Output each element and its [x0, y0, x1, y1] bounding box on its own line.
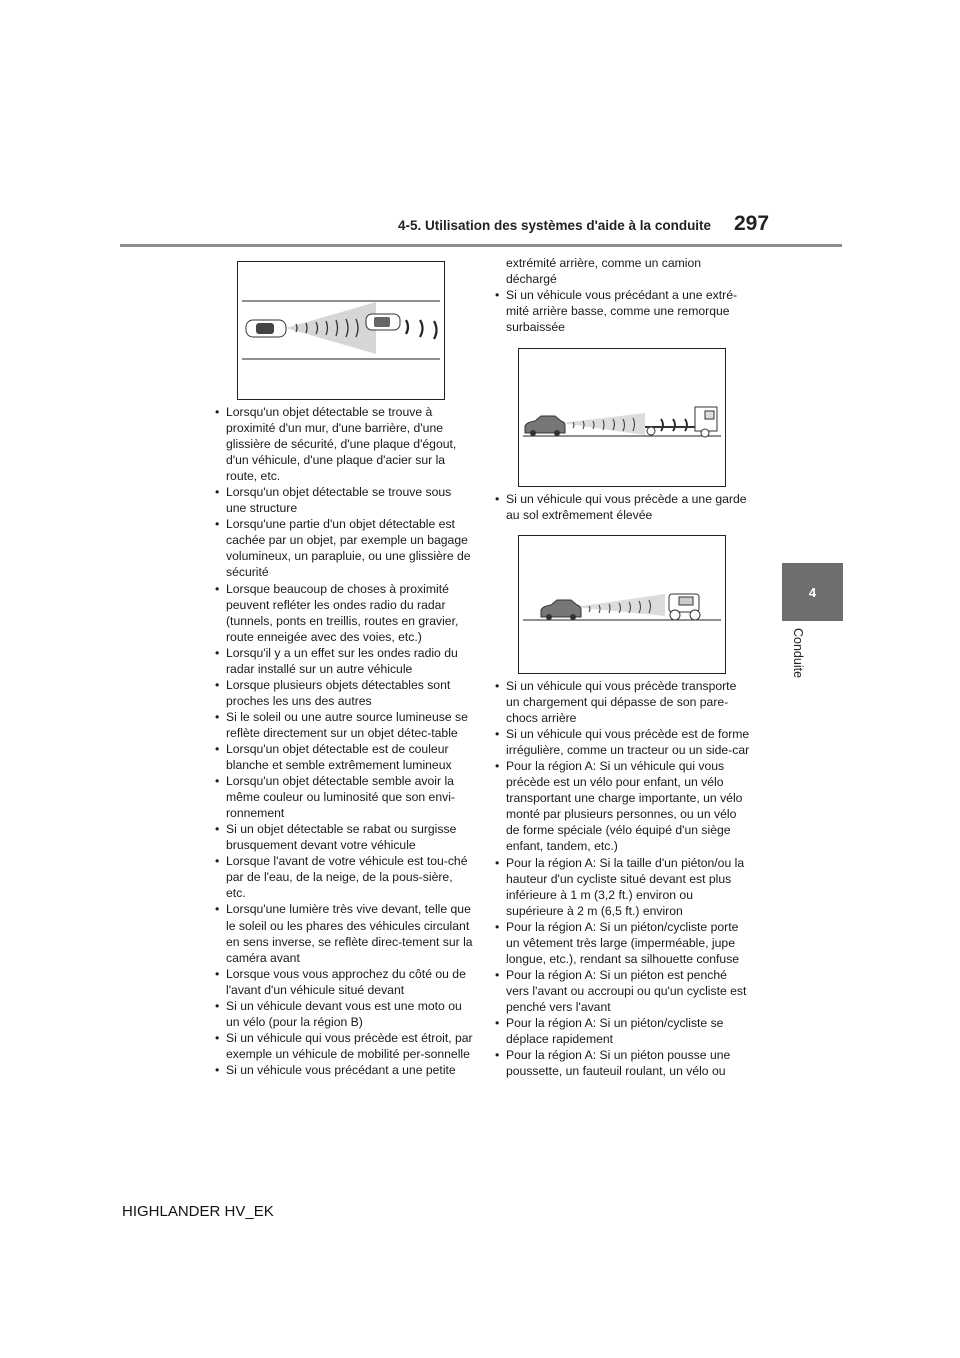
- suv-figure: [518, 535, 726, 674]
- list-item: • Pour la région A: Si un véhicule qui vous précède est un vélo pour enfant, un vélo transportant une charge importante, un vélo monté par plusieurs personnes, ou un vélo de forme spéciale (vélo équipé d'un siège enfant, tandem, etc.): [491, 758, 753, 854]
- truck-figure: [518, 348, 726, 487]
- right-column-top: [491, 255, 753, 335]
- list-item: • Si un véhicule vous précédant a une petite: [211, 1062, 473, 1078]
- continuation-text: extrémité arrière, comme un camion déchargé: [506, 256, 702, 287]
- list-item: • Si un véhicule qui vous précède a une garde au sol extrêmement élevée: [491, 491, 753, 523]
- footer-model-name: HIGHLANDER HV_EK: [122, 1203, 274, 1220]
- list-item: • Pour la région A: Si un piéton est penché vers l'avant ou accroupi ou qu'un cycliste est penché vers l'avant: [491, 967, 753, 1015]
- radar-beam-icon: [238, 262, 444, 399]
- list-item: • Pour la région A: Si la taille d'un piéton/ou la hauteur d'un cycliste situé devant est plus inférieure à 1 m (3,2 ft.) environ ou supérieure à 2 m (6,5 ft.) environ: [491, 855, 753, 919]
- section-title: 4-5. Utilisation des systèmes d'aide à la conduite: [398, 218, 712, 233]
- list-item: • Lorsque plusieurs objets détectables sont proches les uns des autres: [211, 677, 473, 709]
- chapter-tab: [782, 563, 843, 621]
- right-bullet-list-mid: [491, 491, 753, 523]
- list-item: • Lorsqu'un objet détectable se trouve à proximité d'un mur, d'une barrière, d'une glissière de sécurité, d'une plaque d'égout, d'un véhicule, d'une plaque d'acier sur la route, etc.: [211, 404, 473, 484]
- list-item: • Si un véhicule devant vous est une moto ou un vélo (pour la région B): [211, 998, 473, 1030]
- list-item: • Lorsque l'avant de votre véhicule est tou-ché par de l'eau, de la neige, de la pous-sière, etc.: [211, 853, 473, 901]
- list-item: • Pour la région A: Si un piéton pousse une poussette, un fauteuil roulant, un vélo ou: [491, 1047, 753, 1079]
- list-item: • Lorsqu'un objet détectable se trouve sous une structure: [211, 484, 473, 516]
- radar-beam-figure: [237, 261, 445, 400]
- right-column-bottom: [491, 678, 753, 1079]
- page-number: 297: [734, 212, 770, 235]
- list-item: • Lorsqu'un objet détectable est de couleur blanche et semble extrêmement lumineux: [211, 741, 473, 773]
- list-item: • Lorsqu'un objet détectable semble avoir la même couleur ou luminosité que son envi-ronnement: [211, 773, 473, 821]
- chapter-label: Conduite: [791, 628, 805, 679]
- list-item: • Si le soleil ou une autre source lumineuse se reflète directement sur un objet détec-table: [211, 709, 473, 741]
- right-bullet-list-bottom: [491, 678, 753, 1079]
- header-divider: [120, 244, 842, 247]
- list-item: • Si un véhicule vous précédant a une extré-mité arrière basse, comme une remorque surbaissée: [491, 287, 753, 335]
- list-item: • Lorsque vous vous approchez du côté ou de l'avant d'un véhicule situé devant: [211, 966, 473, 998]
- chapter-number: 4: [808, 584, 817, 600]
- list-item: • Pour la région A: Si un piéton/cycliste porte un vêtement très large (imperméable, jupe longue, etc.), rendant sa silhouette confuse: [491, 919, 753, 967]
- list-item: • Si un véhicule qui vous précède transporte un chargement qui dépasse de son pare-chocs arrière: [491, 678, 753, 726]
- list-item: • Lorsqu'une partie d'un objet détectable est cachée par un objet, par exemple un bagage volumineux, un parapluie, ou une glissière de sécurité: [211, 516, 473, 580]
- list-item: • Lorsqu'il y a un effet sur les ondes radio du radar installé sur un autre véhicule: [211, 645, 473, 677]
- list-item: • Pour la région A: Si un piéton/cycliste se déplace rapidement: [491, 1015, 753, 1047]
- left-bullet-list: [211, 404, 473, 1078]
- list-item: • Si un objet détectable se rabat ou surgisse brusquement devant votre véhicule: [211, 821, 473, 853]
- suv-icon: [519, 536, 725, 673]
- truck-icon: [519, 349, 725, 486]
- list-item: • Si un véhicule qui vous précède est étroit, par exemple un véhicule de mobilité per-sonnelle: [211, 1030, 473, 1062]
- left-column: [211, 404, 473, 1078]
- right-column-mid: [491, 491, 753, 523]
- right-bullet-list-top: [491, 287, 753, 335]
- list-item: • Si un véhicule qui vous précède est de forme irrégulière, comme un tracteur ou un side-car: [491, 726, 753, 758]
- list-item: • Lorsqu'une lumière très vive devant, telle que le soleil ou les phares des véhicules circulant en sens inverse, se reflète direc-tement sur la caméra avant: [211, 901, 473, 965]
- list-item: • Lorsque beaucoup de choses à proximité peuvent refléter les ondes radio du radar (tunnels, ponts en treillis, routes en gravier, route enneigée avec des voies, etc.): [211, 581, 473, 645]
